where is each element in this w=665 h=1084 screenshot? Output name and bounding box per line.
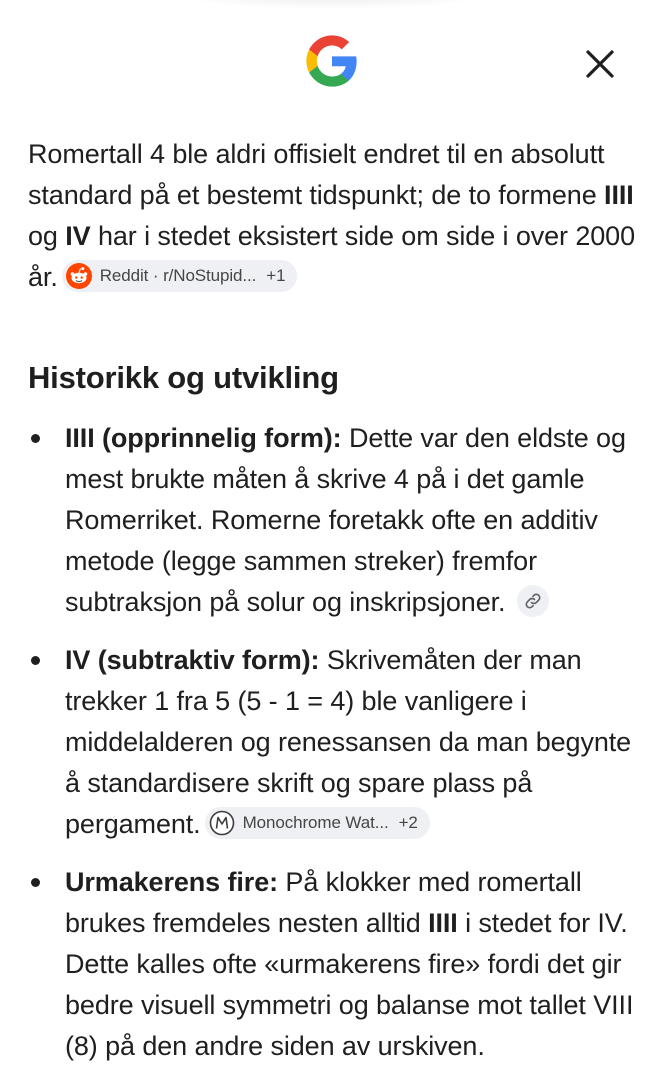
reddit-icon xyxy=(66,263,92,289)
source-chip-label: Reddit · r/NoStupid... xyxy=(99,266,257,286)
header xyxy=(0,0,665,110)
section-title: Historikk og utvikling xyxy=(28,360,339,395)
list-item xyxy=(28,862,640,1067)
source-chip-count: +1 xyxy=(266,266,286,286)
bullet-heading: IIII (opprinnelig form): xyxy=(65,423,342,453)
list-item xyxy=(28,640,640,845)
bullet-text: På klokker med romertall brukes fremdeles nesten alltid xyxy=(65,867,582,938)
bullet-text: i stedet for IV. Dette kalles ofte «urmakerens fire» fordi det gir bedre visuell symmetri og balanse mot tallet VIII (8) på den andre siden av urskiven. xyxy=(65,908,634,1061)
intro-text: Romertall 4 ble aldri offisielt endret til en absolutt standard på et bestemt tidspunkt; de to formene xyxy=(28,139,605,210)
intro-text: og xyxy=(28,221,66,251)
source-chip-count: +2 xyxy=(398,813,418,833)
intro-bold: IV xyxy=(65,221,91,251)
google-g-logo-icon xyxy=(304,33,360,89)
source-chip-label: Monochrome Wat... xyxy=(242,813,389,833)
main-content xyxy=(28,134,640,1084)
source-chip-monochrome[interactable] xyxy=(205,807,430,839)
bullet-text: Dette var den eldste og mest brukte måten å skrive 4 på i det gamle Romerriket. Romerne foretakk ofte en additiv metode (legge sammen streker) fremfor subtraksjon på solur og inskripsjoner. xyxy=(65,423,626,617)
bullet-bold-inline: IIII xyxy=(428,908,458,938)
close-button[interactable] xyxy=(578,42,622,86)
bullet-heading: IV (subtraktiv form): xyxy=(65,645,320,675)
intro-text: har i stedet eksistert side om side i over 2000 år. xyxy=(28,221,636,292)
link-icon xyxy=(524,592,542,610)
link-chip[interactable] xyxy=(517,585,549,617)
monochrome-watches-icon xyxy=(209,810,235,836)
bullet-heading: Urmakerens fire: xyxy=(65,867,279,897)
bullet-dot xyxy=(31,878,40,887)
bullet-list xyxy=(28,418,640,1067)
source-chip-reddit[interactable] xyxy=(62,260,298,292)
bullet-text: Skrivemåten der man trekker 1 fra 5 (5 - 1 = 4) ble vanligere i middelalderen og renessansen da man begynte å standardisere skrift og spare plass på pergament. xyxy=(65,645,632,839)
list-item xyxy=(28,418,640,623)
bullet-dot xyxy=(31,434,40,443)
bullet-dot xyxy=(31,656,40,665)
intro-bold: IIII xyxy=(604,180,634,210)
close-icon xyxy=(585,49,615,79)
intro-paragraph xyxy=(28,134,640,298)
